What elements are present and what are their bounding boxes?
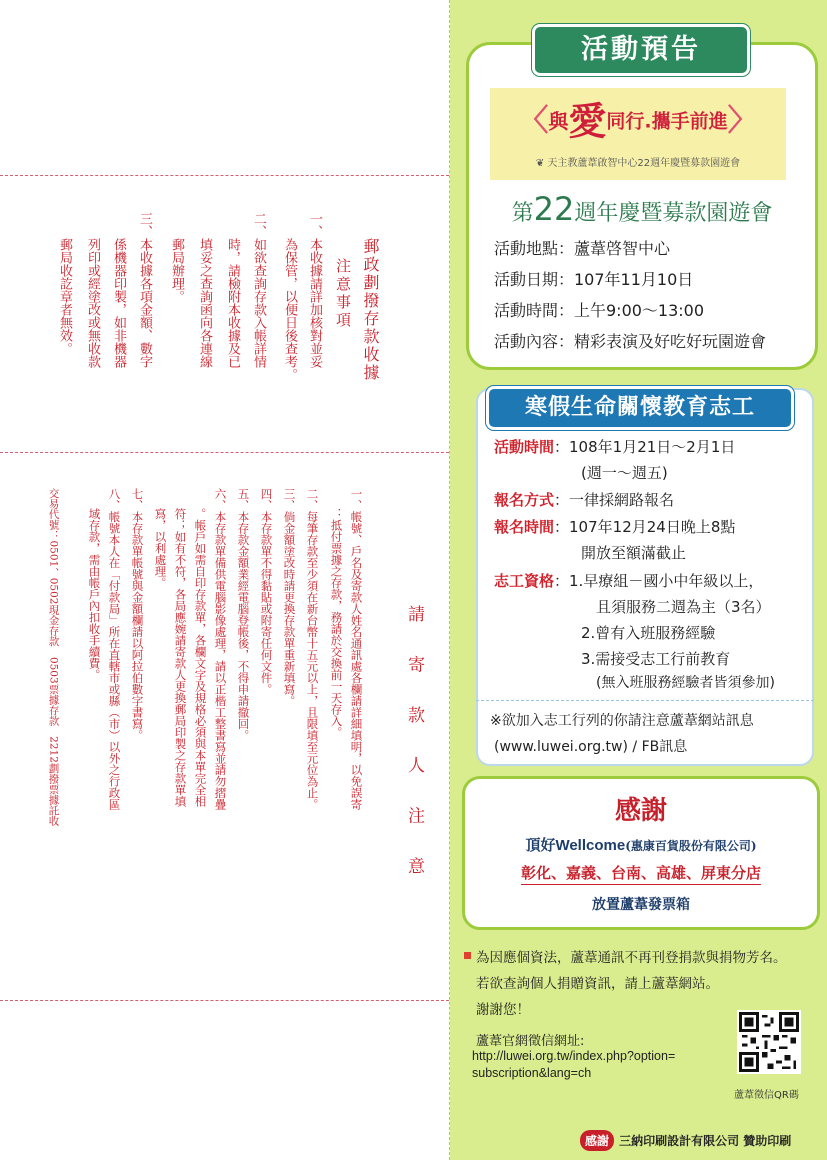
url-label: 蘆葦官網徵信網址: — [476, 1034, 585, 1049]
footer-text: 三納印刷設計有限公司 贊助印刷 — [619, 1134, 792, 1148]
receipt-item: 二、如欲查詢存款入帳詳情 — [251, 212, 266, 368]
depositor-item: 七、本存款單帳號與金額欄請以阿拉伯數字書寫。 — [130, 488, 145, 741]
depositor-item: 寫，以利處理。 — [153, 508, 168, 589]
thanks-sponsor-en: Wellcome — [555, 837, 626, 854]
vol-row — [494, 489, 674, 510]
vol-value: ：一律採網路報名 — [554, 491, 675, 509]
bottom-strip — [0, 1160, 827, 1170]
vol-value: ：107年12月24日晚上8點 — [554, 518, 736, 536]
depositor-item: 一、帳號、戶名及寄款人姓名通訊處各欄請詳細填明，以免誤寄 — [349, 488, 364, 810]
qr-caption: 蘆葦徵信QR碼 — [734, 1090, 799, 1101]
depositor-item: 。帳戶如需自印存款單，各欄文字及規格必須與本單完全相 — [193, 508, 208, 807]
event-banner — [490, 88, 786, 180]
vol-row — [581, 648, 730, 669]
vol-row — [494, 570, 763, 591]
receipt-title: 郵政劃撥存款收據 — [361, 238, 380, 382]
event-title-number: 22 — [533, 190, 575, 228]
event-date: 活動日期：107年11月10日 — [494, 270, 694, 289]
depositor-item: 八、帳號本人在「付款局」所在直轄市或縣（市）以外之行政區 — [107, 488, 122, 810]
notice-line-2: 若欲查詢個人捐贈資訊，請上蘆葦網站。 — [476, 976, 719, 992]
thanks-sponsor — [462, 834, 820, 855]
cut-line-middle — [0, 452, 449, 453]
depositor-item: ：抵付票據之存款，務請於交換前一天存入。 — [329, 508, 344, 738]
depositor-title: 請 寄 款 人 注 意 — [404, 605, 424, 889]
bullet-icon — [464, 952, 471, 959]
volunteer-note-1: ※欲加入志工行列的你請注意蘆葦網站訊息 — [490, 713, 754, 729]
volunteer-divider — [476, 700, 814, 702]
banner-post: 同行.攜手前進 — [606, 110, 728, 133]
event-title-post: 週年慶暨募款園遊會 — [574, 201, 773, 226]
depositor-item: 四、本存款單不得黏貼或附寄任何文件。 — [259, 488, 274, 695]
receipt-item: 填妥之查詢函向各連線 — [197, 238, 212, 368]
banner-slogan: 〈與愛同行.攜手前進〉 — [518, 99, 758, 144]
event-title — [466, 190, 818, 228]
volunteer-header: 寒假生命關懷教育志工 — [486, 386, 794, 430]
vol-row — [581, 542, 686, 563]
receipt-item: 三、本收據各項金額、數字 — [137, 212, 152, 368]
vol-label: 報名時間 — [494, 518, 555, 536]
dove-icon: ❦ — [535, 158, 548, 169]
volunteer-note-2: (www.luwei.org.tw) / FB訊息 — [494, 739, 688, 755]
vol-value: ：1.早療組－國小中年級以上， — [554, 572, 764, 590]
vol-value: ：108年1月21日～2月1日 — [554, 438, 736, 456]
banner-love: 愛 — [568, 99, 607, 144]
qr-code-icon — [737, 1010, 801, 1074]
notice-line-1: 為因應個資法，蘆葦通訊不再刊登捐款與捐物芳名。 — [476, 950, 787, 966]
vol-value: 3.需接受志工行前教育 — [581, 650, 731, 668]
banner-subtitle-text: 天主教蘆葦啟智中心22週年慶暨募款園遊會 — [547, 158, 741, 169]
cut-line-bottom — [0, 1000, 449, 1001]
url-line-2[interactable]: subscription&lang=ch — [472, 1066, 592, 1080]
vol-row — [581, 462, 668, 483]
trade-codes: 交易代號：0501、0502現金存款 0503票據存款 2212劃撥票據託收 — [47, 488, 60, 826]
banner-pre: 與 — [548, 109, 569, 134]
vol-value: (週一～週五) — [581, 464, 668, 482]
depositor-item: 五、本存款金額業經電腦登帳後，不得申請撤回。 — [236, 488, 251, 741]
vol-value: 2.曾有入班服務經驗 — [581, 624, 716, 642]
footer — [580, 1130, 791, 1151]
vol-label: 活動時間 — [494, 438, 555, 456]
vol-row — [596, 596, 771, 617]
vol-label: 志工資格 — [494, 572, 555, 590]
vol-value: (無入班服務經驗者皆須參加) — [596, 675, 775, 691]
depositor-item: 三、倘金額塗改時請更換存款單重新填寫。 — [282, 488, 297, 707]
receipt-item: 列印或經塗改或無收款 — [85, 238, 100, 368]
vol-value: 開放至額滿截止 — [581, 544, 687, 562]
receipt-item: 郵局辦理。 — [169, 238, 184, 303]
vol-row — [596, 672, 775, 692]
thanks-note: 放置蘆葦發票箱 — [592, 897, 690, 913]
depositor-item: 二、每筆存款至少須在新台幣十五元以上，且限填至元位為止。 — [305, 488, 320, 810]
depositor-item: 符；如有不符，各局應婉請寄款人更換郵局印製之存款單填 — [173, 508, 188, 807]
event-title-pre: 第 — [511, 201, 534, 226]
depositor-item: 域存款，需由帳戶內扣收手續費。 — [87, 508, 102, 681]
receipt-subtitle: 注意事項 — [334, 258, 352, 330]
cut-line-top — [0, 175, 449, 176]
url-line-1[interactable]: http://luwei.org.tw/index.php?option= — [472, 1049, 676, 1063]
depositor-item: 六、本存款單備供電腦影像處理，請以正楷工整書寫並請勿摺疊 — [213, 488, 228, 810]
thanks-title: 感謝 — [614, 796, 667, 826]
event-location: 活動地點：蘆葦啓智中心 — [494, 239, 671, 258]
receipt-item: 一、本收據請詳加核對並妥 — [307, 212, 322, 368]
vol-row — [494, 436, 735, 457]
notice-line-3: 謝謝您！ — [476, 1002, 530, 1018]
event-content: 活動內容：精彩表演及好吃好玩園遊會 — [494, 332, 767, 351]
vol-value: 且須服務二週為主（3名） — [596, 598, 771, 616]
thanks-branches — [462, 862, 820, 883]
receipt-item: 時，請檢附本收據及已 — [225, 238, 240, 368]
thanks-sponsor-zh: 頂好 — [525, 836, 556, 854]
banner-subtitle — [490, 154, 786, 174]
vol-label: 報名方式 — [494, 491, 555, 509]
vol-row — [494, 516, 735, 537]
event-header: 活動預告 — [532, 24, 750, 76]
receipt-item: 為保管，以便日後查考。 — [282, 238, 297, 381]
receipt-item: 係機器印製，如非機器 — [111, 238, 126, 368]
thanks-branches-text: 彰化、嘉義、台南、高雄、屏東分店 — [521, 864, 761, 885]
vol-row — [581, 622, 715, 643]
thanks-sponsor-company: (惠康百貨股份有限公司) — [625, 839, 757, 853]
receipt-item: 郵局收訖章者無效。 — [57, 238, 72, 355]
event-time: 活動時間：上午9:00～13:00 — [494, 301, 705, 320]
right-panel — [450, 0, 827, 1170]
footer-badge: 感謝 — [580, 1130, 614, 1151]
